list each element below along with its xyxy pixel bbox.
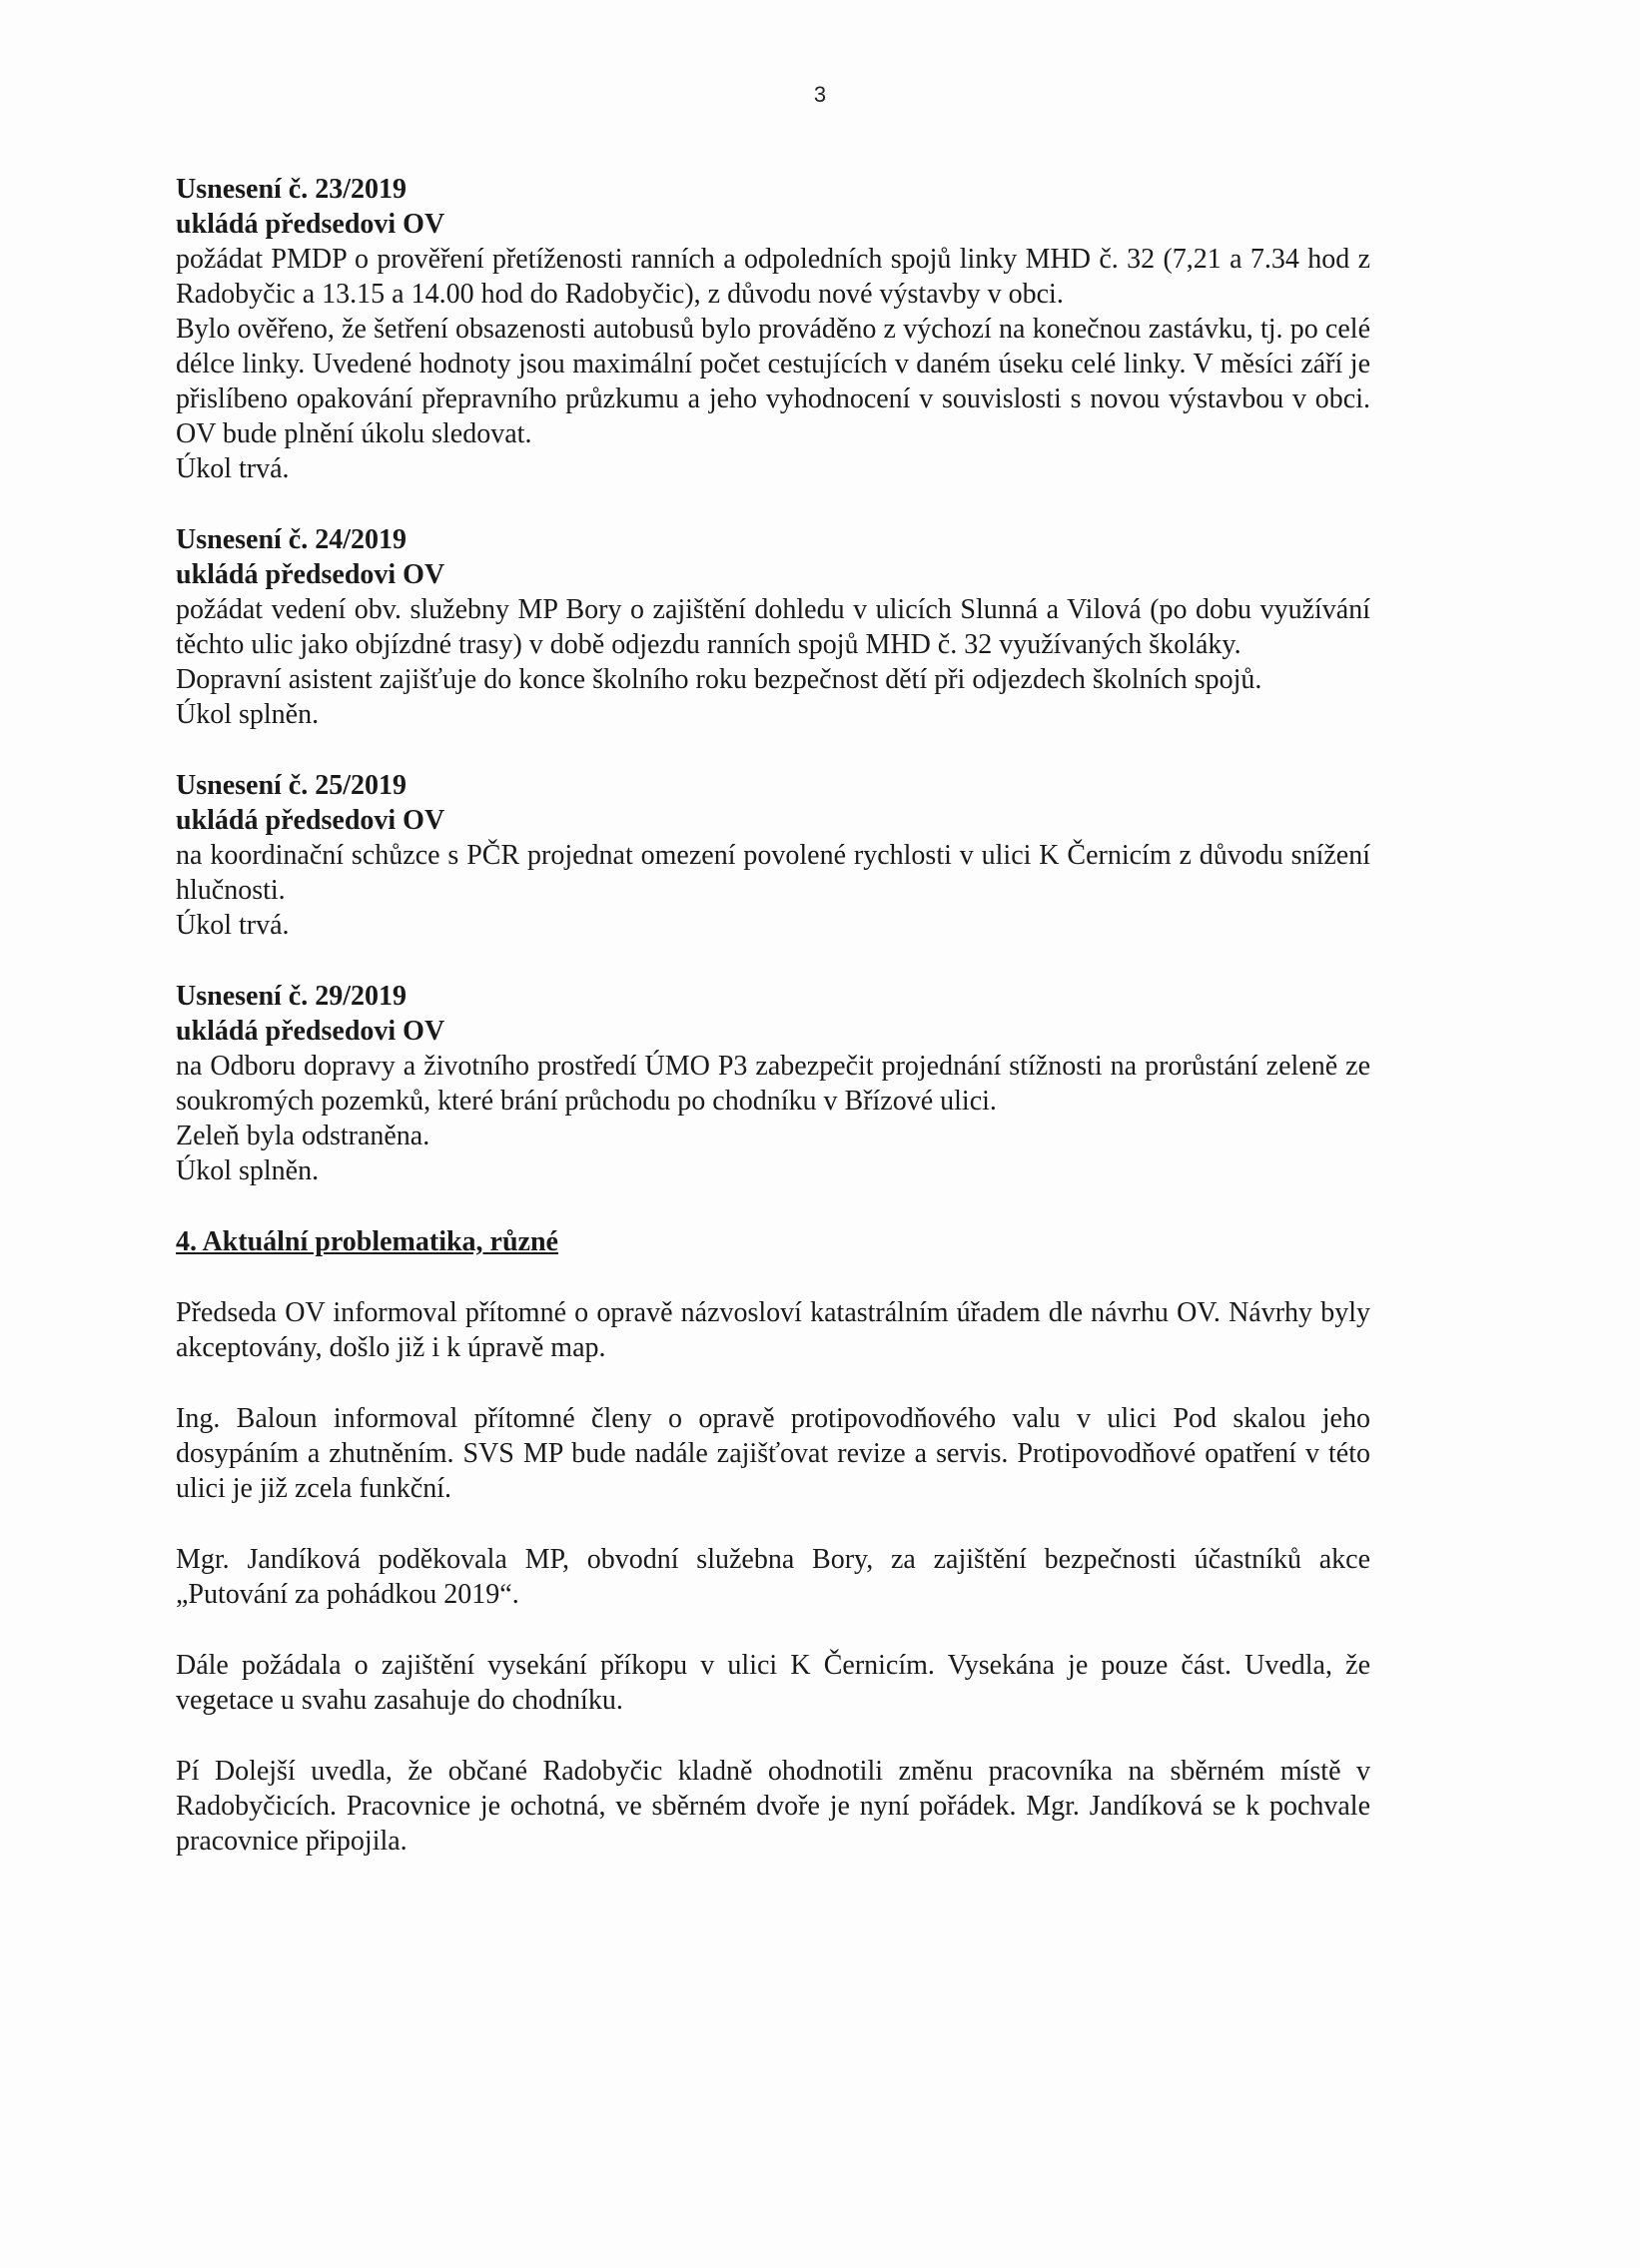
- resolution-status: Úkol trvá.: [176, 910, 290, 941]
- page-number: 3: [813, 82, 827, 107]
- resolution-subtitle: ukládá předsedovi OV: [176, 805, 445, 836]
- resolution-note: Zeleň byla odstraněna.: [176, 1121, 430, 1151]
- resolution-title: Usnesení č. 29/2019: [176, 981, 407, 1012]
- resolution-note: Bylo ověřeno, že šetření obsazenosti autobusů bylo prováděno z výchozí na konečnou zastávku, tj. po celé délce linky. Uvedené hodnoty jsou maximální počet cestujících v daném úseku celé linky. V měsíci září je přislíbeno opakování přepravního průzkumu a jeho vyhodnocení v souvislosti s novou výstavbou v obci. OV bude plnění úkolu sledovat.: [176, 314, 1370, 449]
- resolution-status: Úkol trvá.: [176, 453, 290, 484]
- section-paragraph: Předseda OV informoval přítomné o opravě názvosloví katastrálním úřadem dle návrhu OV. Návrhy byly akceptovány, došlo již i k úpravě map.: [176, 1297, 1370, 1363]
- resolution-24-2019: [176, 522, 1370, 732]
- resolution-subtitle: ukládá předsedovi OV: [176, 1016, 445, 1047]
- section-heading: 4. Aktuální problematika, různé: [176, 1226, 558, 1257]
- section-paragraph: Pí Dolejší uvedla, že občané Radobyčic kladně ohodnotili změnu pracovníka na sběrném místě v Radobyčicích. Pracovnice je ochotná, ve sběrném dvoře je nyní pořádek. Mgr. Jandíková se k pochvale pracovnice připojila.: [176, 1756, 1370, 1857]
- resolution-text: na Odboru dopravy a životního prostředí ÚMO P3 zabezpečit projednání stížnosti na prorůstání zeleně ze soukromých pozemků, které brání průchodu po chodníku v Břízové ulici.: [176, 1051, 1370, 1117]
- resolution-subtitle: ukládá předsedovi OV: [176, 209, 445, 240]
- resolution-29-2019: [176, 979, 1370, 1188]
- resolution-status: Úkol splněn.: [176, 699, 320, 730]
- section-paragraph: Dále požádala o zajištění vysekání příkopu v ulici K Černicím. Vysekána je pouze část. Uvedla, že vegetace u svahu zasahuje do chodníku.: [176, 1650, 1370, 1716]
- resolution-text: na koordinační schůzce s PČR projednat omezení povolené rychlosti v ulici K Černicím z důvodu snížení hlučnosti.: [176, 840, 1370, 906]
- resolution-25-2019: [176, 768, 1370, 943]
- resolution-note: Dopravní asistent zajišťuje do konce školního roku bezpečnost dětí při odjezdech školních spojů.: [176, 664, 1262, 695]
- resolution-text: požádat PMDP o prověření přetíženosti ranních a odpoledních spojů linky MHD č. 32 (7,21 a 7.34 hod z Radobyčic a 13.15 a 14.00 hod do Radobyčic), z důvodu nové výstavby v obci.: [176, 244, 1370, 310]
- resolution-23-2019: [176, 172, 1370, 486]
- resolution-subtitle: ukládá předsedovi OV: [176, 559, 445, 590]
- resolution-title: Usnesení č. 23/2019: [176, 174, 407, 205]
- section-paragraph: Mgr. Jandíková poděkovala MP, obvodní služebna Bory, za zajištění bezpečnosti účastníků akce „Putování za pohádkou 2019“.: [176, 1544, 1370, 1610]
- document-content: [176, 172, 1370, 1894]
- resolution-title: Usnesení č. 25/2019: [176, 770, 407, 801]
- resolution-title: Usnesení č. 24/2019: [176, 524, 407, 555]
- resolution-status: Úkol splněn.: [176, 1155, 320, 1186]
- resolution-text: požádat vedení obv. služebny MP Bory o zajištění dohledu v ulicích Slunná a Vilová (po dobu využívání těchto ulic jako objízdné trasy) v době odjezdu ranních spojů MHD č. 32 využívaných školáky.: [176, 594, 1370, 660]
- section-paragraph: Ing. Baloun informoval přítomné členy o opravě protipovodňového valu v ulici Pod skalou jeho dosypáním a zhutněním. SVS MP bude nadále zajišťovat revize a servis. Protipovodňové opatření v této ulici je již zcela funkční.: [176, 1403, 1370, 1504]
